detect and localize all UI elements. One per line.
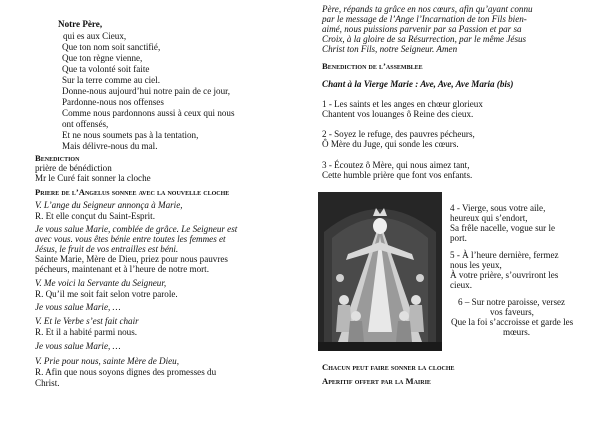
angelus-versicle: V. Me voici la Servante du Seigneur, [35,278,167,288]
verse-line: 2 - Soyez le refuge, des pauvres pécheurs, [322,129,475,139]
verse-line: vos faveurs, [490,307,534,317]
verse-line: heureux qui s’endort, [450,213,528,223]
benediction-line: prière de bénédiction [35,163,112,173]
verse-line: Que la foi s’accroisse et garde les [451,317,574,327]
angelus-response: R. Afin que nous soyons dignes des promesses du [35,367,217,377]
prayer-line: Que ta volonté soit faite [62,64,150,74]
ave-maria-short: Je vous salue Marie, … [35,341,121,351]
virgin-mary-icon [318,192,442,351]
prayer-line: ont offensés, [62,119,109,129]
assembly-heading: Benediction de l’assemblee [322,61,423,71]
prayer-line: Donne-nous aujourd’hui notre pain de ce jour, [62,86,231,96]
bell-note: Chacun peut faire sonner la cloche [322,362,455,372]
ave-maria-line: Je vous salue Marie, comblée de grâce. Le Seigneur est [35,224,238,234]
verse-line: 5 - À l’heure dernière, fermez [450,250,559,260]
closing-prayer-line: aimé, nous puissions parvenir par sa Passion et par sa [322,24,522,34]
prayer-line: qui es aux Cieux, [63,31,127,41]
angelus-response: R. Qu’il me soit fait selon votre parole. [35,289,178,299]
verse-line: nous les yeux, [450,260,502,270]
aperitif-note: Aperitif offert par la Mairie [322,376,431,386]
verse-line: cieux. [450,280,472,290]
verse-line: Sa frêle nacelle, vogue sur le [450,223,556,233]
angelus-versicle: V. L’ange du Seigneur annonça à Marie, [35,200,183,210]
prayer-line: Que ton règne vienne, [62,53,143,63]
prayer-line: Mais délivre-nous du mal. [62,141,158,151]
prayer-line: Pardonne-nous nos offenses [62,97,164,107]
closing-prayer-line: Croix, à la gloire de sa Résurrection, par le même Jésus [322,34,527,44]
angelus-response: Christ. [35,378,60,388]
sainte-marie-line: pécheurs, maintenant et à l’heure de notre mort. [35,264,209,274]
verse-line: Cette humble prière que font vos enfants. [322,170,473,180]
angelus-response: R. Et elle conçut du Saint-Esprit. [35,211,155,221]
verse-line: Chantent vos louanges ô Reine des cieux. [322,109,474,119]
closing-prayer-line: Père, répands ta grâce en nos cœurs, afin qu’ayant connu [322,4,533,14]
sainte-marie-line: Sainte Marie, Mère de Dieu, priez pour nous pauvres [35,254,228,264]
verse-line: 6 – Sur notre paroisse, versez [458,297,566,307]
prayer-line: Sur la terre comme au ciel. [62,75,160,85]
verse-line: Ô Mère du Juge, qui sonde les cœurs. [322,139,459,149]
chant-title: Chant à la Vierge Marie : Ave, Ave, Ave Maria (bis) [322,79,514,89]
verse-line: 1 - Les saints et les anges en chœur glorieux [322,99,483,109]
benediction-line: Mr le Curé fait sonner la cloche [35,173,151,183]
closing-prayer-line: par le message de l’Ange l’Incarnation de ton Fils bien- [322,14,527,24]
angelus-versicle: V. Et le Verbe s’est fait chair [35,316,139,326]
angelus-heading: Priere de l’Angelus sonnee avec la nouvelle cloche [35,187,230,197]
virgin-mary-image [318,192,442,351]
closing-prayer-line: Christ ton Fils, notre Seigneur. Amen [322,44,458,54]
ave-maria-line: avec vous. vous êtes bénie entre toutes les femmes et [35,234,226,244]
prayer-line: Comme nous pardonnons aussi à ceux qui nous [62,108,235,118]
angelus-response: R. Et il a habité parmi nous. [35,327,138,337]
verse-line: port. [450,233,467,243]
angelus-versicle: V. Prie pour nous, sainte Mère de Dieu, [35,356,179,366]
verse-line: À votre prière, s’ouvriront les [450,270,559,280]
ave-maria-line: Jésus, le fruit de vos entrailles est béni. [35,244,179,254]
verse-line: 3 - Écoutez ô Mère, qui nous aimez tant, [322,160,470,170]
prayer-line: Que ton nom soit sanctifié, [62,42,161,52]
verse-line: 4 - Vierge, sous votre aile, [450,203,546,213]
benediction-heading: Benediction [35,153,80,163]
verse-line: mœurs. [503,327,531,337]
ave-maria-short: Je vous salue Marie, … [35,302,121,312]
prayer-title: Notre Père, [58,19,103,29]
prayer-line: Et ne nous soumets pas à la tentation, [62,130,199,140]
